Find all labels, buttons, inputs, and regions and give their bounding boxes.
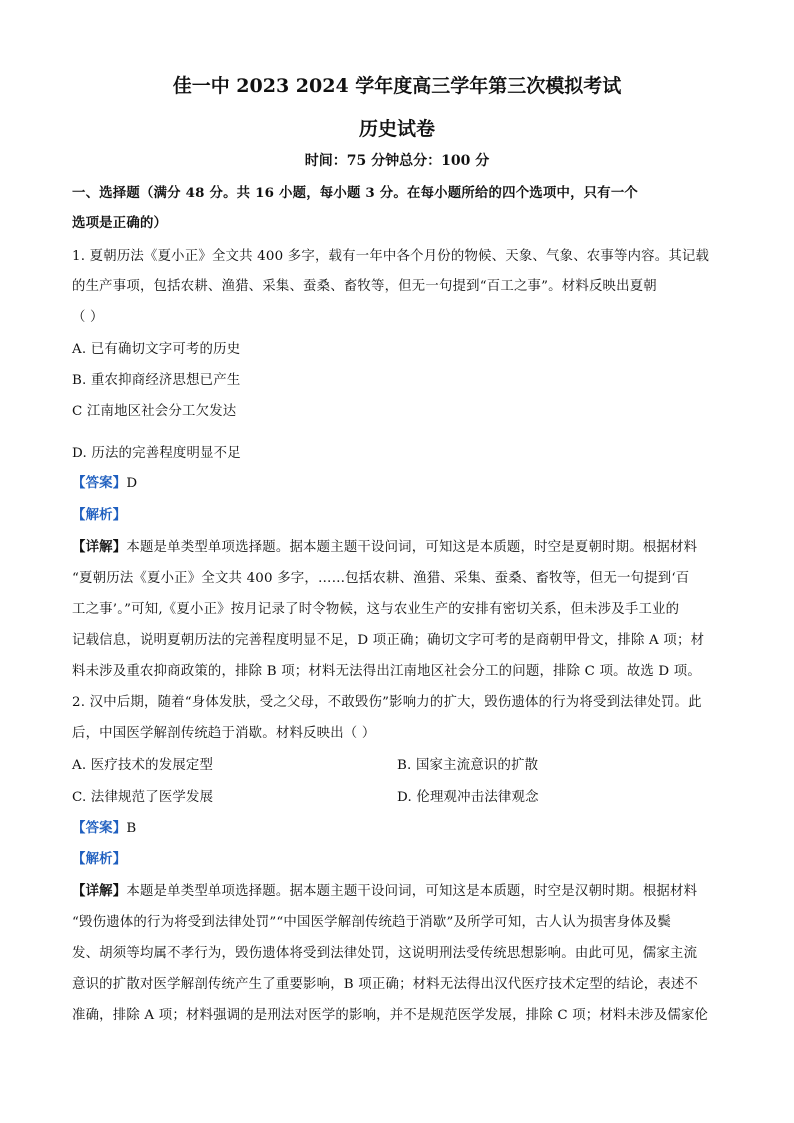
q2-stem-line1: 2. 汉中后期，随着“身体发肤，受之父母，不敢毁伤”影响力的扩大，毁伤遗体的行为将受到法律处罚。此 [72, 695, 702, 710]
section-heading-line2: 选项是正确的） [72, 215, 168, 231]
q1-detail-line2: “夏朝历法《夏小正》全文共 400 多字，……包括农耕、渔猎、采集、蚕桑、畜牧等，但无一句提到‘百 [72, 571, 690, 586]
q2-answer-value: B [126, 821, 137, 836]
q2-option-d: D. 伦理观冲击法律观念 [397, 790, 539, 805]
q1-option-c: C 江南地区社会分工欠发达 [72, 404, 237, 419]
q2-option-a: A. 医疗技术的发展定型 [72, 758, 214, 773]
q2-stem-line2: 后，中国医学解剖传统趋于消歇。材料反映出（ ） [72, 726, 376, 741]
exam-title: 佳一中 2023 2024 学年度高三学年第三次模拟考试 [172, 75, 622, 97]
q2-detail-line1 [72, 880, 697, 899]
q2-detail-tag: 【详解】 [72, 883, 127, 899]
section-heading-line1: 一、选择题（满分 48 分。共 16 小题，每小题 3 分。在每小题所给的四个选项中，只有一个 [72, 185, 639, 201]
q2-detail-line4: 意识的扩散对医学解剖传统产生了重要影响，B 项正确；材料无法得出汉代医疗技术定型的结论，表述不 [72, 977, 699, 992]
q1-stem-line2: 的生产事项，包括农耕、渔猎、采集、蚕桑、畜牧等，但无一句提到“百工之事”。材料反映出夏朝 [72, 279, 657, 294]
exam-time-info: 时间：75 分钟总分：100 分 [304, 153, 490, 169]
q2-option-c: C. 法律规范了医学发展 [72, 790, 214, 805]
q1-option-d: D. 历法的完善程度明显不足 [72, 446, 241, 461]
q1-analysis-tag: 【解析】 [72, 507, 127, 523]
q2-option-b: B. 国家主流意识的扩散 [397, 758, 539, 773]
q1-stem-line1: 1. 夏朝历法《夏小正》全文共 400 多字，载有一年中各个月份的物候、天象、气象、农事等内容。其记载 [72, 249, 710, 264]
q2-answer [72, 817, 136, 836]
q1-detail-text1: 本题是单类型单项选择题。据本题主题干设问词，可知这是本质题，时空是夏朝时期。根据材料 [126, 540, 698, 555]
q2-detail-text1: 本题是单类型单项选择题。据本题主题干设问词，可知这是本质题，时空是汉朝时期。根据材料 [126, 884, 698, 899]
q2-detail-line5: 准确，排除 A 项；材料强调的是刑法对医学的影响，并不是规范医学发展，排除 C 项；材料未涉及儒家伦 [72, 1008, 709, 1023]
q2-answer-tag: 【答案】 [72, 820, 127, 836]
q2-analysis-tag: 【解析】 [72, 851, 127, 867]
q1-detail-line5: 料未涉及重农抑商政策的，排除 B 项；材料无法得出江南地区社会分工的问题，排除 C 项。故选 D 项。 [72, 664, 701, 679]
q1-stem-line3: （ ） [72, 310, 104, 325]
q1-detail-line4: 记载信息，说明夏朝历法的完善程度明显不足，D 项正确；确切文字可考的是商朝甲骨文，排除 A 项；材 [72, 633, 705, 648]
q1-option-a: A. 已有确切文字可考的历史 [72, 342, 241, 357]
q1-answer-tag: 【答案】 [72, 475, 127, 491]
q1-detail-tag: 【详解】 [72, 539, 127, 555]
q1-detail-line3: 工之事’。”可知,《夏小正》按月记录了时令物候，这与农业生产的安排有密切关系，但未涉及手工业的 [72, 602, 680, 617]
q1-detail-line1 [72, 536, 697, 555]
q1-answer [72, 472, 137, 491]
q1-answer-value: D [126, 476, 138, 491]
exam-subject: 历史试卷 [358, 118, 435, 140]
q2-detail-line2: “毁伤遗体的行为将受到法律处罚”“中国医学解剖传统趋于消歇”及所学可知，古人认为损害身体及鬓 [72, 915, 671, 930]
q2-detail-line3: 发、胡须等均属不孝行为，毁伤遗体将受到法律处罚，这说明刑法受传统思想影响。由此可见，儒家主流 [72, 946, 698, 961]
q1-option-b: B. 重农抑商经济思想已产生 [72, 373, 241, 388]
